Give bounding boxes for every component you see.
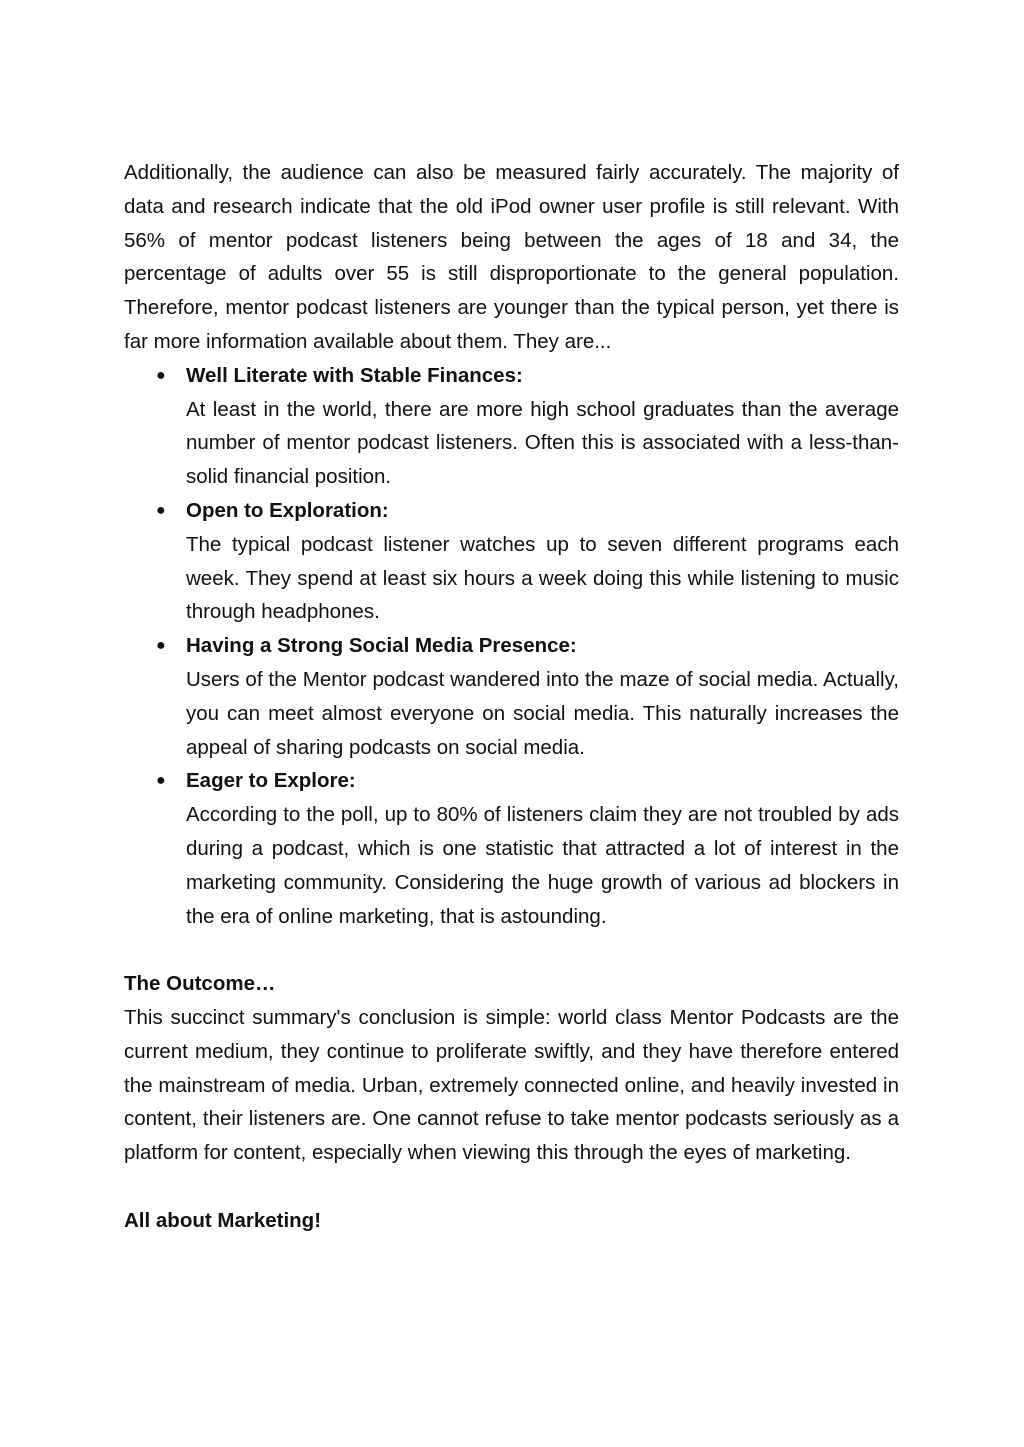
bullet-title: Eager to Explore: (186, 769, 356, 793)
bullet-title: Open to Exploration: (186, 498, 389, 522)
bullet-body: Users of the Mentor podcast wandered into the maze of social media. Actually, you can meet almost everyone on social media. This naturally increases the appeal of sharing podcasts on social media. (186, 667, 899, 759)
bullet-body: According to the poll, up to 80% of listeners claim they are not troubled by ads during a podcast, which is one statistic that attracted a lot of interest in the marketing community. Considering the huge growth of various ad blockers in the era of online marketing, that is astounding. (186, 803, 899, 928)
bullet-title: Well Literate with Stable Finances: (186, 363, 523, 387)
bullet-list (124, 359, 899, 934)
marketing-heading: All about Marketing! (124, 1208, 322, 1232)
document-page (124, 156, 899, 1238)
bullet-body: At least in the world, there are more high school graduates than the average number of mentor podcast listeners. Often this is associated with a less-than-solid financial position. (186, 397, 899, 489)
intro-paragraph: Additionally, the audience can also be measured fairly accurately. The majority of data and research indicate that the old iPod owner user profile is still relevant. With 56% of mentor podcast listeners being between the ages of 18 and 34, the percentage of adults over 55 is still disproportionate to the general population. Therefore, mentor podcast listeners are younger than the typical person, yet there is far more information available about them. They are... (124, 161, 899, 353)
bullet-item (124, 359, 899, 494)
section-spacer (124, 933, 899, 967)
bullet-item (124, 494, 899, 629)
bullet-icon: ● (156, 637, 166, 655)
bullet-item (124, 629, 899, 764)
bullet-item (124, 764, 899, 933)
bullet-body: The typical podcast listener watches up to seven different programs each week. They spend at least six hours a week doing this while listening to music through headphones. (186, 532, 899, 624)
outcome-heading: The Outcome… (124, 972, 276, 996)
section-spacer (124, 1170, 899, 1204)
bullet-icon: ● (156, 366, 166, 384)
outcome-paragraph: This succinct summary's conclusion is simple: world class Mentor Podcasts are the current medium, they continue to proliferate swiftly, and they have therefore entered the mainstream of media. Urban, extremely connected online, and heavily invested in content, their listeners are. One cannot refuse to take mentor podcasts seriously as a platform for content, especially when viewing this through the eyes of marketing. (124, 1005, 899, 1165)
bullet-icon: ● (156, 772, 166, 790)
bullet-title: Having a Strong Social Media Presence: (186, 634, 577, 658)
bullet-icon: ● (156, 501, 166, 519)
